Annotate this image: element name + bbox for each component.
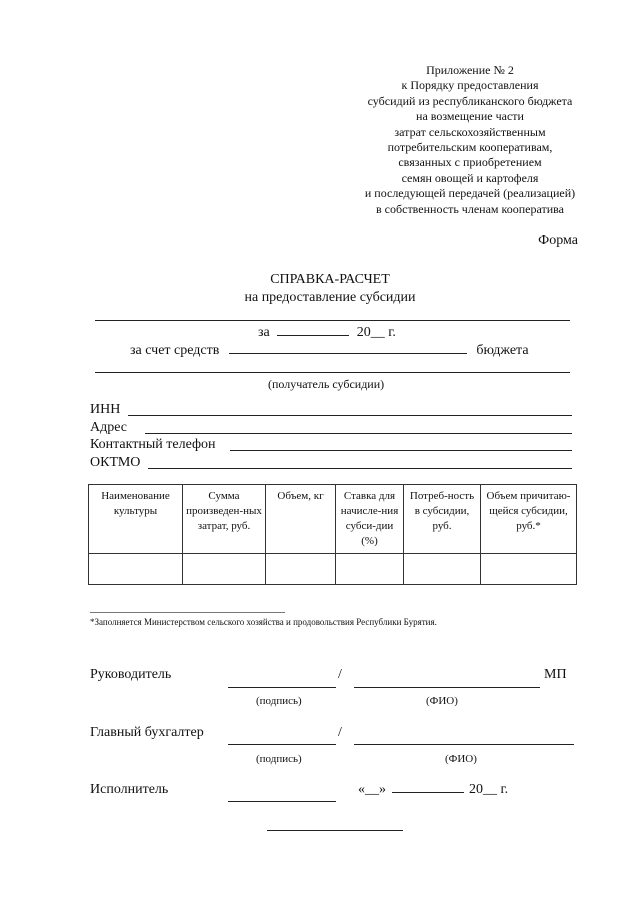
column-header-rate: Ставка для начисле-ния субси-дии (%) (336, 485, 404, 554)
appendix-line: Приложение № 2 (426, 63, 514, 77)
accountant-name-caption: (ФИО) (445, 753, 477, 765)
appendix-line: потребительским кооперативам, (387, 140, 553, 155)
funds-prefix: за счет средств (130, 343, 220, 358)
appendix-line: семян овощей и картофеля (401, 170, 539, 185)
table-cell[interactable] (183, 554, 266, 585)
table-cell[interactable] (336, 554, 404, 585)
column-header-crop: Наименование культуры (89, 485, 183, 554)
address-label: Адрес (90, 420, 128, 435)
table-cell[interactable] (404, 554, 481, 585)
phone-label: Контактный телефон (90, 437, 216, 452)
document-title: СПРАВКА-РАСЧЕТ (270, 272, 390, 287)
executor-signature-field[interactable] (228, 801, 336, 802)
head-label: Руководитель (90, 667, 172, 682)
appendix-line: в собственность членам кооператива (376, 201, 564, 216)
accountant-name-field[interactable] (354, 744, 574, 745)
table-cell[interactable] (481, 554, 577, 585)
title-underline (95, 320, 570, 321)
column-header-due-subsidy: Объем причитаю-щейся субсидии, руб.* (481, 485, 577, 554)
accountant-slash: / (338, 725, 342, 740)
oktmo-field[interactable] (148, 468, 572, 469)
appendix-header (320, 63, 620, 217)
head-name-caption: (ФИО) (426, 695, 458, 707)
table-cell[interactable] (266, 554, 336, 585)
phone-field[interactable] (230, 450, 572, 451)
column-header-costs: Сумма произведен-ных затрат, руб. (183, 485, 266, 554)
column-header-volume: Объем, кг (266, 485, 336, 554)
appendix-line: связанных с приобретением (398, 155, 542, 170)
funds-suffix: бюджета (476, 343, 529, 358)
footnote-text: *Заполняется Министерством сельского хозяйства и продовольствия Республики Бурятия. (90, 617, 437, 627)
document-subtitle: на предоставление субсидии (244, 290, 416, 305)
accountant-label: Главный бухгалтер (90, 725, 204, 740)
date-line (358, 782, 508, 798)
date-month-field[interactable] (392, 792, 464, 793)
period-month-field[interactable] (277, 335, 349, 336)
column-header-need: Потреб-ность в субсидии, руб. (404, 485, 481, 554)
recipient-line[interactable] (95, 372, 570, 373)
form-label: Форма (538, 233, 578, 248)
head-name-field[interactable] (354, 687, 540, 688)
head-signature-caption: (подпись) (256, 695, 302, 707)
period-prefix: за (258, 325, 270, 340)
accountant-signature-caption: (подпись) (256, 753, 302, 765)
appendix-line: затрат сельскохозяйственным (394, 124, 546, 139)
appendix-line: и последующей передачей (реализацией) (364, 186, 576, 201)
subsidy-table (88, 484, 577, 585)
funds-line (130, 343, 529, 359)
stamp-place-label: МП (544, 667, 567, 682)
period-line (258, 325, 396, 341)
table-cell[interactable] (89, 554, 183, 585)
appendix-line: субсидий из республиканского бюджета (367, 93, 573, 108)
accountant-signature-field[interactable] (228, 744, 336, 745)
table-row (89, 554, 577, 585)
address-field[interactable] (145, 433, 572, 434)
recipient-caption: (получатель субсидии) (268, 377, 385, 391)
bottom-line[interactable] (267, 830, 403, 831)
appendix-line: на возмещение части (416, 109, 524, 124)
head-signature-field[interactable] (228, 687, 336, 688)
date-day: «__» (358, 782, 386, 797)
budget-field[interactable] (229, 353, 467, 354)
head-slash: / (338, 667, 342, 682)
date-year: 20__ г. (469, 782, 509, 797)
period-year: 20__ г. (356, 325, 396, 340)
executor-label: Исполнитель (90, 782, 169, 797)
table-header-row (89, 485, 577, 554)
inn-field[interactable] (128, 415, 572, 416)
oktmo-label: ОКТМО (90, 455, 141, 470)
footnote-separator (90, 612, 285, 613)
inn-label: ИНН (90, 402, 121, 417)
appendix-line: к Порядку предоставления (401, 78, 539, 93)
